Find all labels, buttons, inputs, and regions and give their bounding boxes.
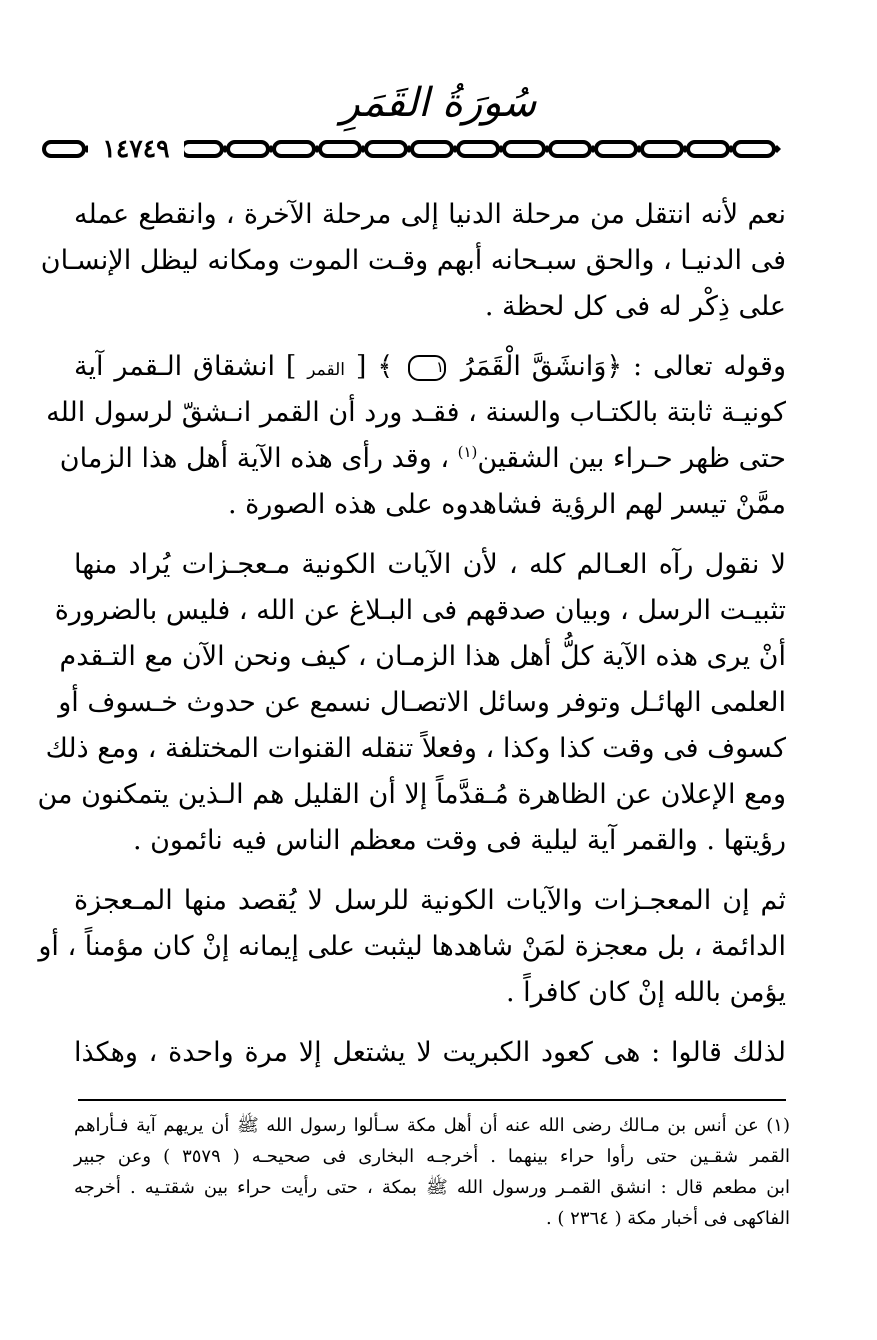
text-line: العلمى الهائـل وتوفر وسائل الاتصـال نسمع عن حدوث خـسوف أو [58, 687, 786, 718]
chain-link [642, 142, 682, 156]
surah-reference: القمر [307, 360, 346, 380]
surah-title: سُورَةُ القَمَرِ [340, 80, 537, 126]
text-line: ممَّنْ تيسر لهم الرؤية فشاهدوه على هذه الصورة . [227, 489, 786, 520]
chain-link [550, 142, 590, 156]
chain-link [320, 142, 360, 156]
chain-link [596, 142, 636, 156]
paragraph-3 [37, 542, 786, 864]
text-line: فى الدنيـا ، والحق سبـحانه أبهم وقـت الموت ومكانه ليظل الإنسـان [40, 245, 786, 276]
text-line-footnote-ref [59, 436, 786, 482]
paragraph-1 [40, 192, 786, 330]
footnotes [74, 1110, 790, 1234]
text-line: ومع الإعلان عن الظاهرة مُـقدَّماً إلا أن القليل هم الـذين يتمكنون من [37, 779, 786, 810]
chain-link [734, 142, 774, 156]
text-line: يؤمن بالله إنْ كان كافراً . [506, 977, 786, 1008]
text-line: رؤيتها . والقمر آية ليلية فى وقت معظم الناس فيه نائمون . [132, 825, 786, 856]
paragraph-4 [38, 878, 786, 1016]
verse-tail: ] انشقاق الـقمر آية [74, 351, 297, 382]
verse-close: ﴾ [ [355, 351, 394, 382]
verse-quote: وقوله تعالى : ﴿وَانشَقَّ الْقَمَرُ [460, 351, 786, 382]
line-segment: حتى ظهر حـراء بين الشقين [477, 443, 786, 474]
chain-link [44, 142, 84, 156]
chain-link [228, 142, 268, 156]
chain-link [366, 142, 406, 156]
chain-link [182, 142, 222, 156]
chain-link [458, 142, 498, 156]
chain-link [274, 142, 314, 156]
text-line: كونيـة ثابتة بالكتـاب والسنة ، فقـد ورد أن القمر انـشقّ لرسول الله [46, 397, 786, 428]
footnote-marker[interactable]: (١) [457, 443, 478, 461]
body-text [37, 192, 786, 1090]
verse-number-badge: ١ [408, 355, 446, 381]
text-line: نعم لأنه انتقل من مرحلة الدنيا إلى مرحلة الآخرة ، وانقطع عمله [74, 199, 786, 230]
text-line-verse [74, 344, 786, 390]
text-line: لا نقول رآه العـالم كله ، لأن الآيات الكونية مـعجـزات يُراد منها [74, 549, 786, 580]
paragraph-2 [46, 344, 786, 528]
line-segment: ، وقد رأى هذه الآية أهل هذا الزمان [59, 443, 458, 474]
text-line: لذلك قالوا : هى كعود الكبريت لا يشتعل إلا مرة واحدة ، وهكذا [74, 1037, 786, 1068]
text-line: كسوف فى وقت كذا وكذا ، وفعلاً تنقله القنوات المختلفة ، ومع ذلك [45, 733, 786, 764]
footnote-line: القمر شقـين حتى رأوا حراء بينهما . أخرجـه البخارى فى صحيحـه ( ٣٥٧٩ ) وعن جبير [74, 1146, 790, 1167]
footnote-divider [78, 1099, 786, 1101]
text-line: على ذِكْر له فى كل لحظة . [484, 291, 786, 322]
text-line: الدائمة ، بل معجزة لمَنْ شاهدها ليثبت على إيمانه إنْ كان مؤمناً ، أو [38, 931, 786, 962]
chain-link [688, 142, 728, 156]
paragraph-5 [74, 1030, 786, 1076]
chain-link [504, 142, 544, 156]
chain-link [412, 142, 452, 156]
footnote-line: ابن مطعم قال : انشق القمـر ورسول الله ﷺ بمكة ، حتى رأيت حراء بين شقتـيه . أخرجه [74, 1177, 790, 1198]
footnote-line: الفاكهى فى أخبار مكة ( ٢٣٦٤ ) . [545, 1208, 790, 1229]
text-line: تثبيـت الرسل ، وبيان صدقهم فى البـلاغ عن الله ، فليس بالضرورة [54, 595, 786, 626]
footnote-line: (١) عن أنس بن مـالك رضى الله عنه أن أهل مكة سـألوا رسول الله ﷺ أن يريهم آية فـأراهم [74, 1115, 790, 1136]
page-number: ١٤٧٤٩ [88, 135, 184, 163]
text-line: ثم إن المعجـزات والآيات الكونية للرسل لا يُقصد منها المـعجزة [74, 885, 786, 916]
text-line: أنْ يرى هذه الآية كلُّ أهل هذا الزمـان ، كيف ونحن الآن مع التـقدم [59, 641, 786, 672]
